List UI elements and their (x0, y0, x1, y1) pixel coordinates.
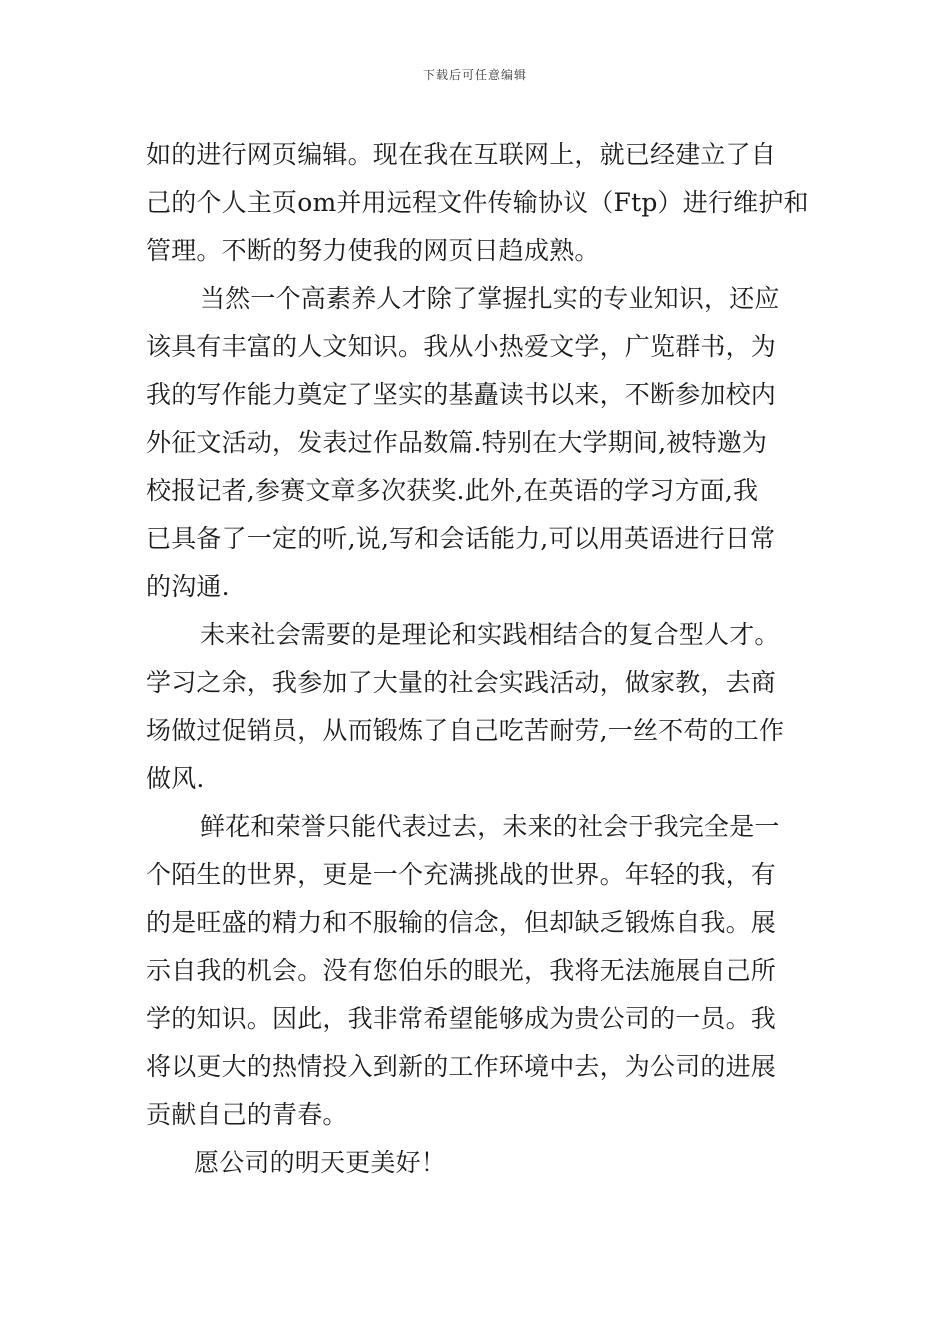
closing-paragraph (146, 1139, 810, 1187)
text-line: 我的写作能力奠定了坚实的基矗读书以来，不断参加校内 (146, 380, 777, 409)
document-body (146, 131, 810, 1187)
text-line: 将以更大的热情投入到新的工作环境中去，为公司的进展 (146, 1052, 777, 1081)
paragraph-3 (146, 611, 810, 803)
text-line: 如的进行网页编辑。现在我在互联网上，就已经建立了自 (146, 140, 777, 169)
paragraph-4 (146, 803, 810, 1139)
text-line: 鲜花和荣誉只能代表过去，未来的社会于我完全是一 (200, 812, 780, 841)
text-line: 场做过促销员，从而锻炼了自己吃苦耐劳,一丝不苟的工作 (146, 716, 785, 745)
text-line: 已具备了一定的听,说,写和会话能力,可以用英语进行日常 (146, 524, 776, 553)
text-line: 做风. (146, 764, 205, 793)
closing-line: 愿公司的明天更美好！ (194, 1148, 447, 1177)
text-line: 学的知识。因此，我非常希望能够成为贵公司的一员。我 (146, 1004, 777, 1033)
text-line: 的沟通. (146, 572, 230, 601)
text-line: 个陌生的世界，更是一个充满挑战的世界。年轻的我，有 (146, 860, 777, 889)
text-line: 己的个人主页om并用远程文件传输协议（Ftp）进行维护和 (146, 188, 809, 217)
text-line: 当然一个高素养人才除了掌握扎实的专业知识，还应 (200, 284, 780, 313)
text-line: 未来社会需要的是理论和实践相结合的复合型人才。 (200, 620, 780, 649)
text-line: 的是旺盛的精力和不服输的信念，但却缺乏锻炼自我。展 (146, 908, 777, 937)
text-line: 贡献自己的青春。 (146, 1100, 348, 1129)
text-line: 外征文活动，发表过作品数篇.特别在大学期间,被特邀为 (146, 428, 768, 457)
text-line: 该具有丰富的人文知识。我从小热爱文学，广览群书，为 (146, 332, 777, 361)
text-line: 校报记者,参赛文章多次获奖.此外,在英语的学习方面,我 (146, 476, 759, 505)
paragraph-1 (146, 131, 810, 275)
paragraph-2 (146, 275, 810, 611)
page-header: 下载后可任意编辑 (422, 68, 527, 82)
text-line: 学习之余，我参加了大量的社会实践活动，做家教，去商 (146, 668, 777, 697)
text-line: 管理。不断的努力使我的网页日趋成熟。 (146, 236, 600, 265)
text-line: 示自我的机会。没有您伯乐的眼光，我将无法施展自己所 (146, 956, 777, 985)
